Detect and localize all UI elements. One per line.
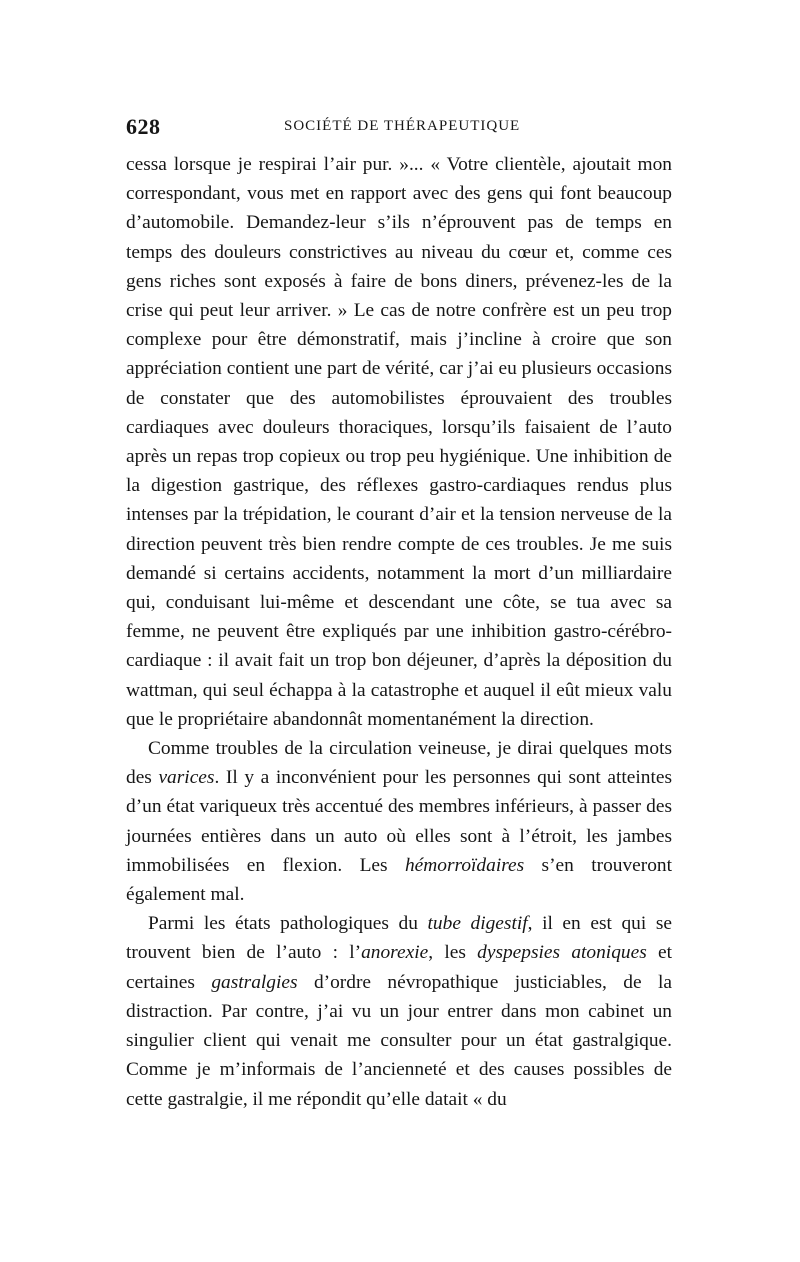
italic-term: gastralgies bbox=[211, 971, 298, 993]
text-segment: Parmi les états pathologiques du bbox=[148, 913, 428, 935]
text-segment: , il en est qui se trouvent bien de l’auto : l’ bbox=[126, 913, 672, 964]
text-segment: d’ordre névropathique justiciables, de la distraction. Par contre, j’ai vu un jour entrer dans mon cabinet un singulier client qui venait me consulter pour un état gastralgique. Comme je m’informais de l’ancienneté et des causes possibles de cette gastralgie, il me répondit qu’elle datait « du bbox=[126, 971, 672, 1110]
text-segment: , les bbox=[428, 942, 478, 964]
italic-term: varices bbox=[158, 767, 215, 789]
text-segment: . Il y a inconvénient pour les personnes qui sont atteintes d’un état variqueux très accentué des membres inférieurs, à passer des journées entières dans un auto où elles sont à l’étroit, les jambes immobilisées en flexion. Les bbox=[126, 767, 672, 876]
italic-term: anorexie bbox=[361, 942, 429, 964]
italic-term: tube digestif bbox=[427, 913, 528, 935]
text-segment: cessa lorsque je respirai l’air pur. »... « Votre clientèle, ajoutait mon correspondant, vous met en rapport avec des gens qui font beaucoup d’automobile. Demandez-leur s’ils n’éprouvent pas de temps en temps des douleurs constrictives au niveau du cœur et, comme ces gens riches sont exposés à faire de bons diners, prévenez-les de la crise qui peut leur arriver. » Le cas de notre confrère est un peu trop complexe pour être démonstratif, mais j’incline à croire que son appréciation contient une part de vérité, car j’ai eu plusieurs occasions de constater que des automobilistes éprouvaient des troubles cardiaques avec douleurs thoraciques, lorsqu’ils faisaient de l’auto après un repas trop copieux ou trop peu hygiénique. Une inhibition de la digestion gastrique, des réflexes gastro-cardiaques rendus plus intenses par la trépidation, le courant d’air et la tension nerveuse de la direction peuvent très bien rendre compte de ces troubles. Je me suis demandé si certains accidents, notamment la mort d’un milliardaire qui, conduisant lui-même et descendant une côte, se tua avec sa femme, ne peuvent être expliqués par une inhibition gastro-cérébro-cardiaque : il avait fait un trop bon déjeuner, d’après la déposition du wattman, qui seul échappa à la catastrophe et auquel il eût mieux valu que le propriétaire abandonnât momentanément la direction. bbox=[126, 154, 672, 730]
running-title: SOCIÉTÉ DE THÉRAPEUTIQUE bbox=[284, 118, 521, 134]
text-segment: et certaines bbox=[126, 942, 673, 993]
italic-term: dyspepsies atoniques bbox=[477, 942, 647, 964]
page-number: 628 bbox=[126, 114, 161, 139]
paragraph-2 bbox=[126, 734, 672, 909]
text-segment: s’en trouveront également mal. bbox=[126, 854, 673, 906]
paragraph-1 bbox=[126, 150, 672, 734]
body-text bbox=[126, 150, 672, 1114]
page-header bbox=[126, 114, 672, 144]
italic-term: hémorroïdaires bbox=[404, 854, 525, 876]
text-segment: Comme troubles de la circulation veineuse, je dirai quelques mots des bbox=[126, 738, 672, 789]
paragraph-3 bbox=[126, 909, 672, 1113]
